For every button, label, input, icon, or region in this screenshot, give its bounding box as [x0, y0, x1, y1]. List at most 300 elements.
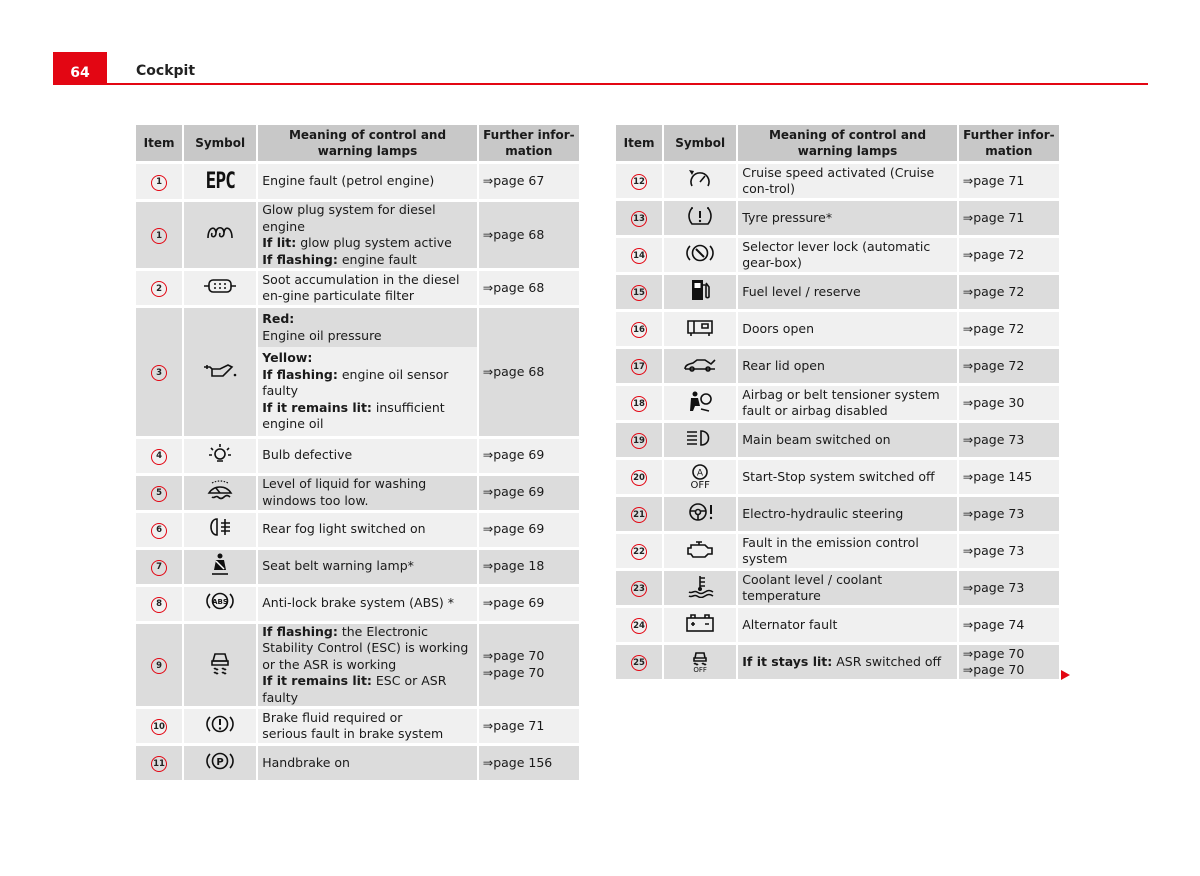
- airbag-icon: [687, 389, 713, 413]
- further-info-cell: [959, 642, 1059, 679]
- item-number-badge: 4: [151, 449, 167, 465]
- meaning-cell: [258, 268, 478, 305]
- meaning-text: Electro-hydraulic steering: [742, 505, 904, 521]
- table-row: [136, 510, 579, 547]
- svg-text:ABS: ABS: [212, 598, 229, 607]
- meaning-cell: [258, 584, 478, 621]
- symbol-cell: [184, 161, 258, 199]
- meaning-line: [262, 710, 472, 727]
- page-reference-link[interactable]: ⇒page 71: [482, 717, 545, 733]
- fuel-pump-icon: [689, 278, 711, 302]
- symbol-cell: [184, 305, 258, 436]
- meaning-line: [262, 755, 472, 772]
- meaning-text: Alternator fault: [742, 616, 838, 632]
- item-number-badge: 9: [151, 658, 167, 674]
- meaning-text: glow plug system active: [296, 235, 452, 250]
- table-row: [136, 161, 579, 199]
- symbol-cell: [664, 346, 738, 383]
- condition-label: If it stays lit:: [742, 653, 833, 669]
- table-row: [616, 161, 1059, 198]
- symbol-cell: [184, 473, 258, 510]
- warning-lamps-table-right: [616, 125, 1059, 679]
- meaning-text: ESC or ASR faulty: [262, 673, 447, 705]
- meaning-line: [742, 321, 952, 338]
- symbol-cell: [664, 235, 738, 272]
- meaning-line: [742, 572, 952, 605]
- symbol-cell: [184, 743, 258, 780]
- symbol-cell: [664, 457, 738, 494]
- meaning-line: [262, 235, 472, 252]
- meaning-cell: [258, 436, 478, 473]
- further-info-cell: [959, 383, 1059, 420]
- meaning-line: [262, 400, 472, 433]
- item-cell: [136, 268, 184, 305]
- meaning-line: [262, 367, 472, 400]
- page-reference-link[interactable]: ⇒page 69: [482, 484, 545, 500]
- meaning-line: [742, 654, 952, 671]
- item-number-badge: 13: [631, 211, 647, 227]
- further-info-cell: [959, 531, 1059, 568]
- symbol-cell: [664, 383, 738, 420]
- page-number: 64: [53, 52, 107, 85]
- meaning-line: [262, 558, 472, 575]
- page-reference-link[interactable]: ⇒page 70: [962, 662, 1025, 677]
- col-item-header: Item: [136, 125, 184, 161]
- item-number-badge: 5: [151, 486, 167, 502]
- meaning-line: [742, 284, 952, 301]
- item-cell: [136, 743, 184, 780]
- table-row: [136, 305, 579, 436]
- page-reference-link[interactable]: ⇒page 68: [482, 279, 545, 295]
- meaning-text: Start-Stop system switched off: [742, 468, 935, 484]
- item-cell: [616, 605, 664, 642]
- meaning-line: [262, 202, 472, 235]
- meaning-cell: [738, 605, 958, 642]
- col-meaning-header: Meaning of control and warning lamps: [258, 125, 478, 161]
- page-reference-link[interactable]: ⇒page 18: [482, 558, 545, 574]
- further-info-cell: [479, 547, 579, 584]
- meaning-text: Engine oil pressure: [262, 327, 382, 343]
- meaning-text: Level of liquid for washing windows too low.: [262, 476, 427, 508]
- meaning-cell: [738, 420, 958, 457]
- table-row: [616, 383, 1059, 420]
- meaning-line: [262, 447, 472, 464]
- page-reference-link[interactable]: ⇒page 70: [962, 645, 1025, 661]
- item-cell: [616, 568, 664, 605]
- main-beam-icon: [685, 428, 715, 448]
- page-reference-link[interactable]: ⇒page 67: [482, 173, 545, 189]
- table-row: [136, 621, 579, 707]
- table-row: [616, 346, 1059, 383]
- symbol-cell: [184, 199, 258, 268]
- condition-label: If flashing:: [262, 623, 338, 639]
- page-reference-link[interactable]: ⇒page 73: [962, 579, 1025, 595]
- doors-open-icon: [685, 317, 715, 337]
- meaning-cell: [258, 305, 478, 436]
- meaning-text: Fuel level / reserve: [742, 283, 861, 299]
- table-row: [136, 199, 579, 268]
- item-cell: [616, 272, 664, 309]
- item-cell: [616, 346, 664, 383]
- symbol-cell: [664, 642, 738, 679]
- page-reference-link[interactable]: ⇒page 156: [482, 754, 553, 770]
- further-info-cell: [479, 436, 579, 473]
- page-reference-link[interactable]: ⇒page 72: [962, 320, 1025, 336]
- meaning-text: Anti-lock brake system (ABS) *: [262, 595, 454, 611]
- meaning-line: [742, 469, 952, 486]
- item-number-badge: 24: [631, 618, 647, 634]
- meaning-part-yellow: [258, 347, 476, 436]
- further-info-cell: [479, 621, 579, 707]
- asr-off-icon: [689, 651, 711, 674]
- item-cell: [616, 494, 664, 531]
- further-info-cell: [479, 199, 579, 268]
- item-cell: [136, 510, 184, 547]
- meaning-text: serious fault in brake system: [262, 726, 444, 741]
- col-item-header: Item: [616, 125, 664, 161]
- meaning-text: Glow plug system for diesel engine: [262, 202, 436, 234]
- page-reference-link[interactable]: ⇒page 74: [962, 616, 1025, 632]
- meaning-line: [262, 272, 472, 305]
- meaning-cell: [258, 473, 478, 510]
- table-row: [616, 531, 1059, 568]
- item-number-badge: 6: [151, 523, 167, 539]
- item-number-badge: 3: [151, 365, 167, 381]
- meaning-cell: [738, 568, 958, 605]
- further-info-cell: [959, 161, 1059, 198]
- meaning-cell: [738, 642, 958, 679]
- meaning-line: [742, 358, 952, 375]
- symbol-cell: [664, 494, 738, 531]
- meaning-cell: [258, 621, 478, 707]
- meaning-text: Brake fluid required or: [262, 709, 403, 725]
- condition-label: If lit:: [262, 235, 297, 250]
- meaning-text: Rear fog light switched on: [262, 521, 426, 537]
- svg-text:A: A: [697, 468, 704, 479]
- item-cell: [616, 642, 664, 679]
- meaning-cell: [738, 198, 958, 235]
- meaning-line: [742, 239, 952, 272]
- rear-fog-light-icon: [206, 516, 234, 538]
- diesel-particulate-filter-icon: [203, 277, 237, 295]
- further-info-cell: [479, 706, 579, 743]
- further-info-cell: [959, 309, 1059, 346]
- item-cell: [136, 547, 184, 584]
- page-reference-link[interactable]: ⇒page 72: [962, 283, 1025, 299]
- meaning-line: [742, 535, 952, 568]
- meaning-cell: [738, 531, 958, 568]
- further-info-cell: [479, 268, 579, 305]
- meaning-text: engine oil sensor faulty: [262, 366, 449, 398]
- item-number-badge: 25: [631, 655, 647, 671]
- meaning-cell: [738, 494, 958, 531]
- meaning-text: Soot accumulation in the diesel en-gine particulate filter: [262, 271, 460, 303]
- table-row: [616, 605, 1059, 642]
- table-row: [616, 568, 1059, 605]
- engine-emission-icon: [684, 539, 716, 559]
- item-number-badge: 1: [151, 175, 167, 191]
- item-number-badge: 22: [631, 544, 647, 560]
- table-row: [136, 436, 579, 473]
- esc-icon: [208, 650, 232, 676]
- item-number-badge: 19: [631, 433, 647, 449]
- item-number-badge: 11: [151, 756, 167, 772]
- abs-icon: [205, 590, 235, 612]
- item-cell: [616, 161, 664, 198]
- page-reference-link[interactable]: ⇒page 73: [962, 542, 1025, 558]
- cruise-control-icon: [686, 168, 714, 190]
- item-number-badge: 21: [631, 507, 647, 523]
- oil-can-icon: [201, 361, 239, 379]
- table-row: [616, 420, 1059, 457]
- page-reference-link[interactable]: ⇒page 70: [482, 664, 545, 680]
- col-symbol-header: Symbol: [184, 125, 258, 161]
- further-info-cell: [479, 305, 579, 436]
- symbol-cell: [664, 531, 738, 568]
- table-row: [616, 198, 1059, 235]
- meaning-line: [742, 617, 952, 634]
- symbol-cell: [664, 420, 738, 457]
- meaning-cell: [738, 346, 958, 383]
- meaning-text: Engine fault (petrol engine): [262, 173, 435, 189]
- page-reference-link[interactable]: ⇒page 72: [962, 246, 1025, 262]
- page-title: Cockpit: [136, 63, 196, 79]
- further-info-cell: [479, 510, 579, 547]
- meaning-text: insufficient engine oil: [262, 399, 445, 431]
- page-reference-link[interactable]: ⇒page 70: [482, 648, 545, 664]
- item-cell: [616, 457, 664, 494]
- meaning-cell: [738, 457, 958, 494]
- item-number-badge: 16: [631, 322, 647, 338]
- page-reference-link[interactable]: ⇒page 73: [962, 505, 1025, 521]
- symbol-cell: [664, 161, 738, 198]
- item-cell: [616, 420, 664, 457]
- meaning-text: Bulb defective: [262, 447, 353, 463]
- item-cell: [136, 584, 184, 621]
- meaning-text: Airbag or belt tensioner system fault or airbag disabled: [742, 386, 940, 418]
- table-row: [136, 743, 579, 780]
- seat-belt-icon: [209, 552, 231, 576]
- table-row: [616, 642, 1059, 679]
- meaning-line: [262, 173, 472, 190]
- meaning-text: Doors open: [742, 320, 814, 336]
- item-number-badge: 12: [631, 174, 647, 190]
- page-reference-link[interactable]: ⇒page 73: [962, 431, 1025, 447]
- symbol-cell: [184, 510, 258, 547]
- symbol-cell: [184, 584, 258, 621]
- page-reference-link[interactable]: ⇒page 71: [962, 172, 1025, 188]
- col-further-header: Further infor-mation: [479, 125, 579, 161]
- page-reference-link[interactable]: ⇒page 69: [482, 521, 545, 537]
- further-info-cell: [479, 584, 579, 621]
- further-info-cell: [959, 494, 1059, 531]
- meaning-cell: [258, 743, 478, 780]
- meaning-line: [262, 476, 472, 509]
- item-cell: [616, 309, 664, 346]
- table-row: [136, 706, 579, 743]
- further-info-cell: [959, 420, 1059, 457]
- page-reference-link[interactable]: ⇒page 68: [482, 363, 545, 379]
- item-cell: [136, 305, 184, 436]
- item-cell: [136, 621, 184, 707]
- item-number-badge: 10: [151, 719, 167, 735]
- table-row: [616, 494, 1059, 531]
- symbol-cell: [664, 605, 738, 642]
- further-info-cell: [959, 198, 1059, 235]
- meaning-line: [262, 311, 472, 328]
- table-row: [136, 584, 579, 621]
- start-stop-off-icon: [690, 463, 710, 491]
- meaning-cell: [738, 235, 958, 272]
- item-cell: [136, 199, 184, 268]
- meaning-text: Handbrake on: [262, 754, 350, 770]
- item-number-badge: 2: [151, 281, 167, 297]
- meaning-line: [262, 328, 472, 345]
- table-row: [616, 309, 1059, 346]
- further-info-cell: [959, 457, 1059, 494]
- brake-warning-icon: [205, 713, 235, 735]
- symbol-cell: [184, 547, 258, 584]
- svg-text:P: P: [216, 756, 224, 768]
- item-cell: [136, 436, 184, 473]
- meaning-cell: [258, 199, 478, 268]
- off-label: OFF: [693, 665, 707, 674]
- symbol-cell: [664, 568, 738, 605]
- further-info-cell: [479, 161, 579, 199]
- item-cell: [136, 473, 184, 510]
- condition-label: If it remains lit:: [262, 399, 372, 415]
- off-label: OFF: [690, 480, 710, 491]
- washer-fluid-icon: [206, 479, 234, 501]
- page-reference-link[interactable]: ⇒page 71: [962, 209, 1025, 225]
- condition-label: Red:: [262, 311, 295, 326]
- item-number-badge: 15: [631, 285, 647, 301]
- symbol-cell: [184, 436, 258, 473]
- meaning-line: [742, 387, 952, 420]
- meaning-line: [742, 432, 952, 449]
- meaning-text: Seat belt warning lamp*: [262, 558, 414, 574]
- glow-plug-icon: [205, 224, 235, 242]
- page-reference-link[interactable]: ⇒page 72: [962, 357, 1025, 373]
- meaning-part-red: [258, 308, 476, 347]
- meaning-cell: [738, 272, 958, 309]
- item-cell: [616, 531, 664, 568]
- meaning-cell: [258, 547, 478, 584]
- condition-label: If flashing:: [262, 366, 338, 382]
- table-row: [616, 272, 1059, 309]
- further-info-cell: [959, 568, 1059, 605]
- item-number-badge: 18: [631, 396, 647, 412]
- table-row: [136, 473, 579, 510]
- meaning-line: [742, 506, 952, 523]
- page-reference-link[interactable]: ⇒page 30: [962, 394, 1025, 410]
- item-cell: [616, 198, 664, 235]
- meaning-line: [742, 165, 952, 198]
- meaning-line: [262, 521, 472, 538]
- tyre-pressure-icon: [685, 205, 715, 227]
- meaning-cell: [258, 161, 478, 199]
- item-number-badge: 17: [631, 359, 647, 375]
- handbrake-icon: [205, 750, 235, 772]
- symbol-cell: [664, 272, 738, 309]
- selector-lever-lock-icon: [685, 242, 715, 264]
- epc-text-icon: EPC: [205, 168, 235, 194]
- meaning-line: [262, 726, 472, 743]
- meaning-text: Cruise speed activated (Cruise con-trol): [742, 164, 935, 196]
- meaning-line: [262, 350, 472, 367]
- symbol-cell: [184, 706, 258, 743]
- bulb-defective-icon: [207, 442, 233, 464]
- meaning-text: Coolant level / coolant temperature: [742, 571, 883, 603]
- meaning-line: [742, 210, 952, 227]
- meaning-line: [262, 595, 472, 612]
- item-number-badge: 23: [631, 581, 647, 597]
- further-info-cell: [959, 272, 1059, 309]
- symbol-cell: [664, 309, 738, 346]
- table-row: [136, 547, 579, 584]
- meaning-text: ASR switched off: [832, 653, 942, 669]
- meaning-text: Tyre pressure*: [742, 209, 833, 225]
- further-info-cell: [479, 743, 579, 780]
- meaning-line: [262, 673, 472, 706]
- meaning-cell: [738, 309, 958, 346]
- header-rule: [53, 83, 1148, 85]
- table-row: [136, 268, 579, 305]
- meaning-text: Selector lever lock (automatic gear-box): [742, 238, 931, 270]
- meaning-text: the Electronic Stability Control (ESC) is working or the ASR is working: [262, 623, 469, 672]
- rear-lid-open-icon: [683, 355, 717, 373]
- continue-arrow-icon: [1061, 670, 1070, 680]
- meaning-text: Rear lid open: [742, 357, 825, 373]
- battery-icon: [685, 613, 715, 633]
- condition-label: If flashing:: [262, 251, 338, 267]
- symbol-cell: [184, 268, 258, 305]
- meaning-cell: [738, 161, 958, 198]
- page-reference-link[interactable]: ⇒page 69: [482, 447, 545, 463]
- meaning-line: [262, 252, 472, 269]
- page-reference-link[interactable]: ⇒page 68: [482, 226, 545, 242]
- further-info-cell: [959, 605, 1059, 642]
- item-number-badge: 7: [151, 560, 167, 576]
- further-info-cell: [959, 235, 1059, 272]
- col-meaning-header: Meaning of control and warning lamps: [738, 125, 958, 161]
- item-number-badge: 8: [151, 597, 167, 613]
- table-row: [616, 457, 1059, 494]
- col-symbol-header: Symbol: [664, 125, 738, 161]
- condition-label: Yellow:: [262, 350, 313, 365]
- col-further-header: Further infor-mation: [959, 125, 1059, 161]
- steering-icon: [685, 501, 715, 523]
- meaning-text: Fault in the emission control system: [742, 534, 919, 566]
- meaning-cell: [738, 383, 958, 420]
- further-info-cell: [959, 346, 1059, 383]
- meaning-cell: [258, 706, 478, 743]
- coolant-icon: [686, 574, 714, 598]
- warning-lamps-table-left: [136, 125, 579, 780]
- meaning-cell: [258, 510, 478, 547]
- further-info-cell: [479, 473, 579, 510]
- symbol-cell: [184, 621, 258, 707]
- page-reference-link[interactable]: ⇒page 145: [962, 468, 1033, 484]
- page-reference-link[interactable]: ⇒page 69: [482, 595, 545, 611]
- item-number-badge: 14: [631, 248, 647, 264]
- meaning-line: [262, 624, 472, 674]
- item-cell: [136, 161, 184, 199]
- symbol-cell: [664, 198, 738, 235]
- table-row: [616, 235, 1059, 272]
- condition-label: If it remains lit:: [262, 673, 372, 688]
- meaning-text: engine fault: [337, 251, 417, 267]
